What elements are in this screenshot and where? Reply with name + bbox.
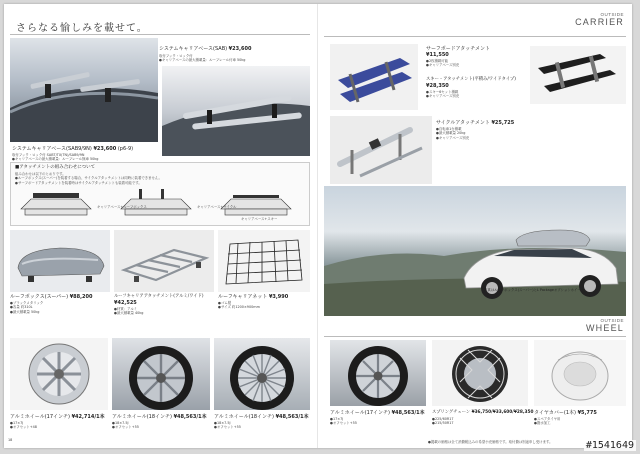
- ski-price: ¥28,350: [426, 83, 449, 89]
- cycle-attachment-photo: [330, 116, 432, 184]
- tire-cover-photo: [534, 340, 626, 406]
- wheel-2-name: アルミホイール(18インチ) ¥48,563/1本: [112, 414, 207, 420]
- wheel-4-price: ¥48,563/1本: [391, 410, 425, 416]
- surfboard-title: サーフボードアタッチメント: [426, 46, 491, 52]
- roof-carrier-attachment-desc: ●材質：アルミ ●最大積載量 40kg: [114, 307, 144, 316]
- id-stamp: #1541649: [585, 440, 634, 451]
- wheel-section-tag: OUTSIDE WHEEL: [585, 318, 624, 333]
- system-carrier-2-title: システムキャリアベース(SAB9/9N) ¥23,600 (p6-9): [12, 146, 134, 152]
- system-carrier-1-title: システムキャリアベース(SAB) ¥23,600: [159, 46, 252, 52]
- system-carrier-2-desc: 取付フック・ロック付 SABT/TX(TN)/SAB9/9N ●キャリアベースの最大積載量：ルーフレール無車 50kg: [12, 153, 99, 162]
- cycle-desc: ●自転車1台積載 ●最大積載量 20kg ●キャリアベース別売: [436, 127, 470, 140]
- roof-carrier-attachment-price: ¥42,525: [114, 300, 137, 306]
- combination-note-title: ■アタッチメントの組み合わせについて: [15, 165, 96, 170]
- headline-rule: [10, 34, 310, 35]
- roof-carrier-net-desc: ●ゴム製 ●サイズ 約1200×900mm: [218, 301, 260, 310]
- combination-note-box: [10, 162, 310, 226]
- system-carrier-1-price: ¥23,600: [228, 46, 252, 52]
- surfboard-price: ¥11,550: [426, 52, 449, 58]
- wheel-1-name: アルミホイール(17インチ) ¥42,714/1本: [10, 414, 105, 420]
- wheel-photo-3: [214, 338, 310, 410]
- wheel-photo-4: [330, 340, 426, 406]
- wheel-1-desc: ●17×7J ●オフセット+48: [10, 421, 37, 430]
- wheel-4-desc: ●17×7J ●オフセット+55: [330, 417, 357, 426]
- roof-box-desc: ●ブラックメタリック ●容量 約310L ●最大積載量 50kg: [10, 301, 44, 314]
- system-carrier-photo-2: [162, 66, 310, 156]
- wheel-2-price: ¥48,563/1本: [173, 414, 207, 420]
- spring-chain-name: スプリングチェーン ¥36,750/¥33,600/¥28,350: [432, 410, 534, 415]
- cycle-price: ¥25,725: [491, 120, 515, 126]
- car-with-roof-box-photo: [324, 186, 626, 316]
- price-footer-note: ●掲載の価格は全て消費税込みの希望小売価格です。取付費は別途申し受けます。: [428, 440, 553, 444]
- tire-cover-price: ¥5,775: [577, 410, 597, 416]
- wheel-photo-1: [10, 338, 108, 410]
- wheel-rule: [324, 336, 626, 337]
- roof-box-photo: [10, 230, 110, 292]
- wheel-photo-2: [112, 338, 210, 410]
- ski-title: スキー・アタッチメント(平積み/ワイドタイプ): [426, 77, 516, 82]
- ski-attachment-photo: [530, 46, 626, 104]
- surfboard-attachment-photo: [330, 44, 418, 110]
- carrier-rule: [324, 36, 626, 37]
- roof-carrier-net-price: ¥3,990: [268, 294, 289, 300]
- system-carrier-2-price: ¥23,600: [93, 146, 117, 152]
- car-photo-caption: 写真はルーフボックス(スーパー)とL Packageオプションホイール: [484, 288, 585, 292]
- catalog-spread: [4, 4, 632, 448]
- cycle-title: サイクルアタッチメント ¥25,725: [436, 120, 515, 126]
- wheel-3-desc: ●18×7.5J ●オフセット+55: [214, 421, 241, 430]
- diagram-label-3: キャリアベース+スキー: [241, 217, 278, 221]
- roof-box-price: ¥88,200: [69, 294, 93, 300]
- headline: さらなる愉しみを載せて。: [16, 23, 148, 34]
- wheel-1-price: ¥42,714/1本: [71, 414, 105, 420]
- wheel-2-desc: ●18×7.5J ●オフセット+55: [112, 421, 139, 430]
- combination-note-text: 組み合わせは以下のとおりです。 ●ルーフボックス(スーパー)を装着する場合、サイクルアタッチメントは同時に装着できません。 ●サーフボードアタッチメントを装着時はサイクルアタッチメントも装着可能です。: [15, 172, 162, 185]
- ski-desc: ●スキー6セット積載 ●キャリアベース別売: [426, 90, 460, 99]
- roof-carrier-net-name: ルーフキャリアネット ¥3,990: [218, 294, 289, 300]
- left-page: [4, 4, 318, 448]
- roof-carrier-net-photo: [218, 230, 310, 292]
- roof-box-name: ルーフボックス(スーパー) ¥88,200: [10, 294, 93, 300]
- tire-cover-name: タイヤカバー(1本) ¥5,775: [534, 410, 597, 416]
- roof-carrier-attachment-name: ルーフキャリアアタッチメント(アルミ/ワイド): [114, 294, 204, 299]
- spring-chain-price: ¥36,750/¥33,600/¥28,350: [471, 410, 534, 415]
- system-carrier-photo-1: [10, 38, 158, 142]
- page-number-left: 18: [8, 438, 13, 442]
- roof-carrier-attachment-photo: [114, 230, 214, 292]
- right-page: [318, 4, 632, 448]
- system-carrier-2-note: (p6-9): [117, 146, 134, 152]
- diagram-label-1: キャリアベース+ルーフボックス: [97, 205, 147, 209]
- spring-chain-desc: ●225/60R17 ●215/50R17: [432, 417, 454, 426]
- diagram-label-2: キャリアベース+サイクル: [197, 205, 237, 209]
- spring-chain-photo: [432, 340, 528, 406]
- tire-cover-desc: ●スペアタイヤ用 ●撥水加工: [534, 417, 561, 426]
- wheel-3-price: ¥48,563/1本: [275, 414, 309, 420]
- wheel-4-name: アルミホイール(17インチ) ¥48,563/1本: [330, 410, 425, 416]
- system-carrier-1-desc: 取付フック・ロック付 ●キャリアベースの最大積載量：ルーフレール付車 50kg: [159, 54, 246, 63]
- carrier-section-tag: OUTSIDE CARRIER: [575, 12, 624, 27]
- surfboard-desc: ●2枚積載可能 ●キャリアベース別売: [426, 59, 460, 68]
- wheel-3-name: アルミホイール(18インチ) ¥48,563/1本: [214, 414, 309, 420]
